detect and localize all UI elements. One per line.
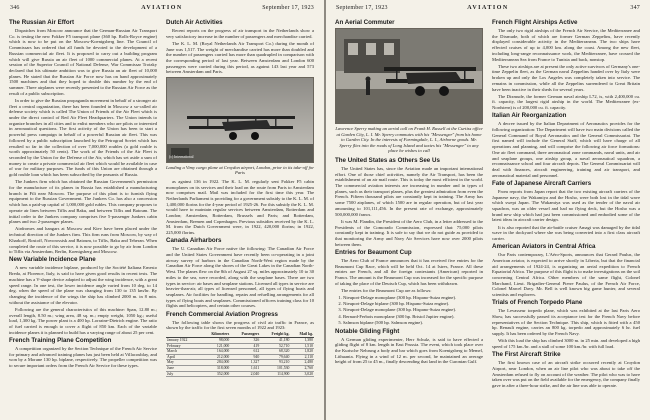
right-column-a [335,18,483,414]
article-paragraph: The U. Canadian Air Force native the following: The Canadian Air Force and the United States Government have recently been co-operating in a joint airway survey of harbors in the Canadian North-West region made by the Canadian Air Force along the shores of the Great Lakes in the Canadian North-West. The planes flew on the 8th of August 27 sq. miles approximately 10 to 30 miles to the sea, were recorded, along with the seaplane bases. There are two types in service: air bases and seaplane stations. Licensed all types in service are heavier-than-air, all types of licensed personnel, all types of flying boats and seaplanes. Air facilities for handling, repairs and refuelling arrangements for all types of flying boats and seaplanes. Commissioned officers training class for 10 flights and helicopters, and certain other courses. [166,246,314,309]
table-cell: 612 [230,349,260,355]
article-paragraph: Following are the general characteristics of this machine: Span, 12.80 m.; overall length, 8.50 m.; wing area, 48 sq. m.; empty weight, 1050 kg.; useful load, 1,300 kg. The power plant is a 400 hp. Lorraine-Dietrich engine. The ratio of fuel carried is enough to cover a flight of 850 km. Each of the variable incidence planes it is planned to build has a varying range of about 25 per cent. [9,306,157,335]
article-paragraph: Recent reports on the progress of air transport in the Netherlands show a very satisfactory increase in the number of passengers and merchandise carried. [166,28,314,39]
table-cell: 52,710 [260,343,290,349]
table-cell: 79,640 [260,354,290,360]
section-heading: Notable Gliding Flight [335,327,400,335]
article-paragraph: The Junkers firm which has obtained the Russian Government's permission for the manufacture of its planes in Russia has established a manufacturing branch in Fili near Moscow. The purpose of this plant is to furnish flying equipment to the Russian Government. The Junkers Co. has also a concession which has a paid-up capital of 1,000,000 gold rubles. This company proposes to operate air lines between Tiflis and Baku, and between Tiflis and Batoum. The initial order to the Junkers company comprises five 5-passenger Junkers cabin planes and two 2-passenger planes. [9,179,157,225]
list-item: 4. Bernard-Ferbois monoplane (300 hp. Bristol Jupiter engine). [343,314,483,320]
section-heading: Canada Airharbors [166,237,222,245]
table-cell: July [166,371,200,377]
article-paragraph: Airdromes and hangars at Moscow and Kiev have been placed under the technical direction of the Junkers firm. This firm runs from Moscow, by way of Kharkoff, Rostoff, Novorossisk and Batoum, to Tiflis, Baku and Teheran. When completed the route of this service, it is now possible to go by air from London to Tiflis via Amsterdam, Berlin, Koenigsberg and Moscow. [9,226,157,255]
table-cell: 68,320 [260,349,290,355]
running-head-right [336,5,640,14]
vimy-plane-image [167,78,314,163]
left-column-b [166,18,314,414]
table-header-cell: Freight kg. [260,332,290,337]
beaumont-entries-list [343,295,483,326]
list-item: 5. Salmson biplane (500 hp. Salmson engine). [343,320,483,326]
section-heading: An Aerial Commuter [335,19,395,26]
article-paragraph: The first known case of an aircraft strike occurred recently at Croydon Airport, near London, when an air line pilot who was about to take off the Amsterdam refused to fly on account of the weather. The pilot who was to have taken over was put on the field available for the emergency, the company finally gave in after a three-hour strike, and the air line was able to operate. [492,360,640,389]
section-heading: Trials of French Torpedo Plane [492,299,583,307]
table-cell: 326 [230,338,260,344]
issue-date: September 17, 1923 [262,5,314,11]
article-paragraph: It is also reported that the air-battle cruiser Amagi was damaged by the tidal wave in the dockyard where she was being converted into a first class aircraft carrier. [492,224,640,241]
journal-title: AVIATION [467,5,509,11]
article-paragraph: A decree issued by the Italian Department of Aeronautics provides for the following organization: The Department will have two main divisions called the General Command of Royal Aeronautics and the General Commissariat. The first named will include the General Staff, which will have charge of all operations and planning, and will comprise the following air force formations: One air fleet command, three aeronautical zone commands, naval units, and air and seaplane groups, one airship group, a naval aeronautical squadron, a reconnaissance school and four aircraft depots. The General Commissariat will deal with finances, aircraft engineering, training and air transport, and aeronautical material and personnel. [492,121,640,178]
table-cell: May [166,360,200,366]
table-cell: 284,000 [200,360,230,366]
section-heading: American Aviators in Central Africa [492,243,596,251]
article-paragraph: The Dixmude, the former German naval airship L72, is, with 2,400,000 cu. ft. capacity, the largest rigid airship in the world. The Mediterranee (ex-Nordstern) is of 200,000 cu. ft. capacity. [492,93,640,111]
article-paragraph: The only two rigid airships of the French Air Service, the Mediterranee and the Dixmude, both of which are former German Zeppelins, have recently displayed considerable activity in the Mediterranean. The two ships have effected cruises of up to 4,000 km. along the coast. Among the new fleet, including long-range reconnaissance work, the Mediterranee, have crossed the Mediterranean Sea from France to Tunisia and back, nonstop. [492,28,640,62]
list-item: 2. Nieuport-Delage biplane (300 hp. Hispano-Suiza engine). [343,301,483,307]
table-cell: 2,760 [290,366,314,372]
photo-vimy-cargo-plane [166,77,314,163]
table-header-cell: Kilometers [200,332,230,337]
table-cell: 212,000 [200,354,230,360]
table-cell: 93,210 [260,360,290,366]
issue-date: September 17, 1923 [336,5,388,11]
article-paragraph: From reports from Japan report that the two existing aircraft carriers of the Japanese navy, the Wakamiya and the Hosho, were both lost in the tidal wave which swept Japan. The Wakamiya was used as the tender of the naval air squadron, was an older vessel and had no flying deck, but the Hosho was a brand new ship which had just been commissioned and embodied some of the latest ideas in aircraft carrier design. [492,188,640,223]
table-cell: April [166,354,200,360]
table-cell: 2,110 [290,354,314,360]
list-item: 1. Nieuport-Delage monoplane (300 hp. Hispano-Suiza engine). [343,295,483,301]
page-number: 347 [630,5,640,11]
article-paragraph: Our Paris contemporary, L'Aéro-Sports, announces that Gerard Paulus, the American aviator, is expected to arrive shortly in Liberia, but that the financial aid arrangements of 1924-24, is organizing an aerial expedition to French Equatorial Africa. The purpose of this flight is to make investigations on the soil concerning Central Africa. Other members of the same flight, Colonel Marchand, Lieut. Brigadier-General Pierre Paulus, of the French Air Force, Colonel Marcel Davy. Mr. Bell is well known big game hunter, and several scientists and explorers. [492,252,640,298]
article-paragraph: Dispatches from Moscow announce that the German-Russian Air Transport Co. is testing the new Fokker F5 transport plane (360 hp. Rolls-Royce engine) which is now to be put on the Moscow-Koenigsberg line. The Council of Commissars has ordered that all funds be devoted to the development of a Russian commercial air fleet. It is proposed to carry out a building program which will give Russia an air fleet of 1000 commercial planes. At a recent session of the Superior Council of National Defense, War Commissar Trotzky declared that his ultimate ambition was to give Russia an air fleet of 10,000 planes. He stated that the Russian Air Force now has on hand approximately 1500 machines and that they hoped to double this number by the end of summer. Three airplanes were recently presented to the Russian Air Force as the result of a public subscription. [9,28,157,96]
section-heading: The United States as Others See Us [335,156,440,164]
table-cell: 1,380 [290,338,314,344]
table-cell: 1,327 [230,360,260,366]
right-page [326,0,650,420]
article-paragraph: A competition organized by the Section Technique of the French Air Service for primary and advanced training planes has just been held at Villacoublay, and won by a Morane 130 hp. biplane, respectively. The propeller competition was to secure important orders from the French Air Service for these types. [9,345,157,368]
table-cell: 164,000 [200,349,230,355]
article-paragraph: With this load the ship has climbed 3000 m. in 25 min. and developed a high speed of 175 km./hr. and a stall of some 100 km./hr. with full load. [492,338,640,350]
journal-title: AVIATION [141,5,183,11]
article-paragraph: The following table shows the progress of civil air traffic in France, as shown by the traffic for the first seven months of 1922 and 1923: [166,319,314,331]
table-cell: June [166,366,200,372]
table-cell: 101,530 [260,366,290,372]
table-cell: 114,900 [260,371,290,377]
table-cell: 121,000 [200,343,230,349]
section-heading: New Variable Incidence Plane [9,256,96,264]
photo-credit: (c) International [169,154,194,159]
photo-sperry-messenger [335,28,483,124]
section-heading: Italian Air Reorganization [492,112,567,120]
table-cell: 1,510 [290,343,314,349]
section-heading: French Commercial Aviation Progress [166,310,278,318]
right-column-b [492,18,640,414]
traffic-table [166,332,314,377]
article-paragraph: The Levasseur torpedo plane, which was exhibited at the last Paris Aero Show, has successfully passed its acceptance test for the French Navy before representatives of the Section Technique. This ship, which is fitted with a 450 hp. Renault engine, carries an 800 kg. torpedo and approximately 6 hr. fuel supply. It has been ordered by the French Navy. [492,308,640,337]
section-heading: The Russian Air Effort [9,19,75,26]
table-cell: 318,000 [200,366,230,372]
section-heading: The First Aircraft Strike [492,351,561,359]
section-heading: French Training Plane Competition [9,336,112,344]
article-paragraph: A new variable incidence biplane, produced by the Société Italiana Ernesto Breda, at Florence, Italy, is said to have given good results in recent tests. The machine has a V-shape device adapted to adjust the wing incidence, with a great speed range. In one test, the lower incidence angle varied from 10 deg. to 14 deg. when the speed of the plane was changing from 130 to 135 km/hr. By changing the incidence of the wings the ship has climbed 2000 m. in 8 min. without the assistance of the elevator. [9,265,157,305]
table-cell: 352,000 [200,371,230,377]
table-row [166,371,314,377]
running-head-left [10,5,314,14]
table-cell: 3,020 [290,371,314,377]
article-paragraph: The Aero Club of France announces that it has received five entries for the Beaumont Cup Race, which will be held Oct. 14 at Istres, France. All these entries are French, and all the foreign contestants (American) reported in Francs. The amount is the Beaumont Cup was increased for the specific purpose of taking the place of the Deutsch Cup, which has been withdrawn. [335,257,483,286]
photo-caption: Lawrence Sperry making an aerial call on Frank H. Russell at the Curtiss office at Garden City, L. I. Mr. Sperry commutes with his "Messenger" from his home to Garden City. In the interests of Farmingdale, L. I., Airborne goods. Mr. Sperry flies into the roads of Long Island and taxies his "Messenger" to any place he wishes to call [335,126,483,154]
article-paragraph: It was M. Flandin, the President of the Aero Club, in a letter addressed to the Presidents of the Comorado Commission, expressed that: 75,000 pilots constantly kept in training. It is safe to say that we do not guide as provided to that monitoring the Army and Navy Air Services have now over 2000 pilots between them. [335,218,483,247]
table-cell: January 1922 [166,338,200,344]
table-cell: 1,820 [290,349,314,355]
section-heading: French Flight Airships Active [492,19,578,26]
article-paragraph: In order to give the Russian propaganda movement in behalf of a stronger air fleet a central organization, there has been founded in Moscow a so-called air defense society which is called The Union of Friends of the Air Fleet which is under the direct control of Red Air Fleet Headquarters. The Union intends to organize branches in all cities and to enlist members who are pilots or interested in aeronautical questions. The first activity of the Union has been to start a powerful press campaign in behalf of a powerful Russian air fleet. This was followed by a public subscription launched by the Petrograd Soviet which has resulted so far in the collection of over 7,000,000 roubles (a gold rouble is worth approximately 50 cents). The work of the Friends of the Air Fleet is seconded by the Union for the Defense of the Air, which has set aside a sum of money to create a private commercial air fleet which would be available in case of war for military purposes. The funds of this Union are obtained through a gold rouble loan which has been subscribed by the peasants of Russia. [9,97,157,178]
table-cell: 41,180 [260,338,290,344]
article-paragraph: as against 136 in 1922. The K. L. M. regularly sent Fokker F5 cabin monoplanes on its services and their load on the route from Paris to Amsterdam now comprises mail. Mail was included for the first time this year. The Netherlands Parliament is providing for a government subsidy to the K. L. M. of 1,400,000 florins for the 4-year period of 1925-26. For this subsidy the K. L. M. would have to maintain regular services between Amsterdam, Rotterdam and London; Amsterdam, Rotterdam, Brussels and Paris; and Rotterdam, Amsterdam, Bremen and Copenhagen. Previous subsidies received by the K. L. M. from the Dutch Government were, in 1922, 420,000 florins; in 1922, 225,000 florins. [166,178,314,236]
table-cell: March [166,349,200,355]
section-heading: Fate of Japanese Aircraft Carriers [492,179,592,187]
article-paragraph: These two airships are at present the only active survivors of Germany's one-time Zeppelin fleet, as the German naval Zeppelins handed over by Italy were broken up and only the Los Angeles was completely taken into service. The remains in commission, while all the Zeppelins surrendered to Great Britain have been inactive in their sheds for several years. [492,63,640,92]
table-cell: 98,000 [200,338,230,344]
list-item: 3. Nieuport-Delage monoplane (300 hp. Hispano-Suiza engine). [343,307,483,313]
table-cell: 1,611 [230,366,260,372]
table-cell: February [166,343,200,349]
article-paragraph: The entries for the Beaumont Cup are as follows: [341,287,432,293]
page-number: 346 [10,5,20,11]
table-cell: 940 [230,354,260,360]
table-cell: 419 [230,343,260,349]
table-header-cell: Passengers [230,332,260,337]
left-page [0,0,324,420]
section-heading: Dutch Air Activities [166,19,223,26]
article-paragraph: The K. L. M. (Royal Netherlands Air Transport Co.) during the month of June was 1,517. The weight of merchandise carried has more than doubled and the number of passengers carried has more than quadrupled in comparison with the corresponding period of last year. Between Amsterdam and London 600 passengers were carried during this period, as against 143 last year and 573 between Amsterdam and Paris. [166,40,314,75]
left-column-a [9,18,157,414]
photo-caption: Landing a Vimy cargo plane at Croydon airport, London, prior to its take-off for Paris [166,164,314,176]
section-heading: Entries for Beaumont Cup [335,248,412,256]
article-paragraph: The United States has, since the Aviation made an important international effort. One of those chief activities, namely the Air Transport, has been the establishment of an air mail route. This is today the most efficient in the world. The commercial aviation interests are increasing in number and in types of planes, such as their transport planes, plus the greatest admiration from even the French. Fifteen thousand pilots are constantly kept in training. The Army has some 7500 airplanes, of which 1500 are in regular operation, but of last year amounting to 101,111,456. In the present rate of exchange, approximately 500,000,000 francs. [335,165,483,217]
table-cell: 2,480 [290,360,314,366]
table-cell: 2,040 [230,371,260,377]
table-header-cell: Mail kg. [290,332,314,337]
article-paragraph: A German gliding experimenter, Herr Schulz, is said to have effected a gliding flight of 8 km. length in East Prussia. The event, which took place over the Kurische Nehrung a body and bar which goes from Koenigsberg to Memel, Lithuania. Flying in a wind of 12 m. per second, he maintained an average height of from 25 to 45 m., finally descending that land in the Curonian Gulf. [335,336,483,365]
sperry-messenger-image [336,29,483,124]
